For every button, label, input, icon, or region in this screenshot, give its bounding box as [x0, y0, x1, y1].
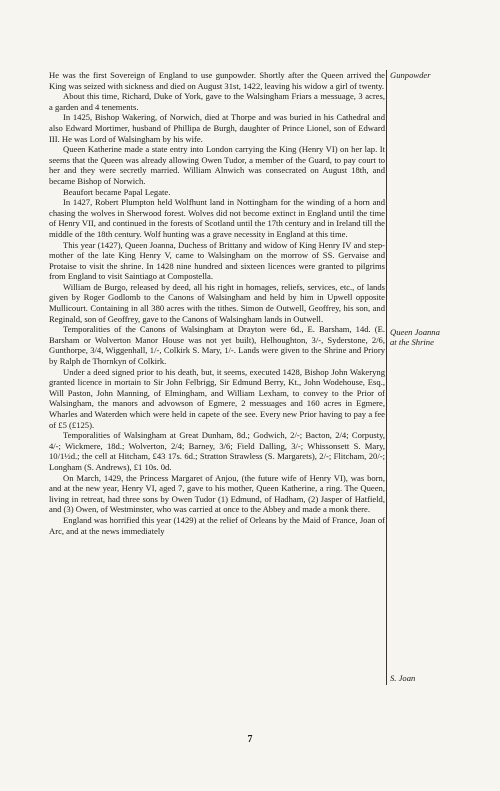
page-number: 7	[247, 734, 253, 745]
paragraph: In 1425, Bishop Wakering, of Norwich, died at Thorpe and was buried in his Cathedral and also Edward Mortimer, husband of Phillipa de Burgh, daughter of Prince Lionel, son of Edward III. He was Lord of Walsingham by his wife.	[49, 112, 385, 144]
paragraph: Beaufort became Papal Legate.	[63, 186, 171, 197]
paragraph: In 1427, Robert Plumpton held Wolfhunt land in Nottingham for the winding of a horn and chasing the wolves in Sherwood forest. Wolves did not become extinct in England until the time of Henry VII, and continued in the forests of Scotland until the 17th century and in Ireland till the middle of the 18th century. Wolf hunting was a grave necessity in England at this time.	[49, 197, 385, 239]
margin-note-line: at the Shrine	[390, 337, 434, 347]
paragraph: About this time, Richard, Duke of York, gave to the Walsingham Friars a messuage, 3 acres, a garden and 4 tenements.	[49, 91, 385, 112]
paragraph: Under a deed signed prior to his death, but, it seems, executed 1428, Bishop John Wakeryng granted licence in mortain to Sir John Felbrigg, Sir Edmund Berry, Kt., John Wodehouse, Esq., Will Paston, John Manning, of Elmingham, and William Lexham, to convey to the Prior of Walsingham, the manors and advowson of Egmere, 2 messuages and 160 acres in Egmere, Wharles and Waterden which were held in capete of the see. Every new Prior having to pay a fee of £5 (£125).	[49, 366, 385, 430]
margin-note-gunpowder: Gunpowder	[390, 70, 431, 80]
paragraph: This year (1427), Queen Joanna, Duchess of Brittany and widow of King Henry IV and step-mother of the late King Henry V, came to Walsingham on the morrow of SS. Gervaise and Protaise to visit the shrine. In 1428 nine hundred and sixteen licences were granted to pilgrims from England to visit Saintiago at Compostella.	[49, 239, 385, 282]
paragraph: Temporalities of the Canons of Walsingham at Drayton were 6d., E. Barsham, 14d. (E. Barsham or Wolverton Manor House was not yet built), Helhoughton, 3/-, Syderstone, 2/6, Gunthorpe, 3/4, Wiggenhall, 1/-, Colkirk S. Mary, 1/-. Lands were given to the Shrine and Priory by Ralph de Thornkyn of Colkirk.	[49, 324, 385, 367]
paragraph: England was horrified this year (1429) at the relief of Orleans by the Maid of France, Joan of Arc, and at the news immediately	[49, 514, 385, 536]
paragraph: He was the first Sovereign of England to use gunpowder. Shortly after the Queen arrived the King was seized with sickness and died on August 31st, 1422, leaving his widow a girl of twenty.	[49, 70, 385, 91]
paragraph: William de Burgo, released by deed, all his right in homages, reliefs, services, etc., of lands given by Roger Godlomb to the Canons of Walsingham and held by him in Upwell opposite Mullicourt. Containing in all 380 acres with the tithes. Simon de Outwell, Geoffrey, his son, and Reginald, son of Geoffrey, gave to the Canons of Walsingham lands in Outwell.	[49, 281, 385, 324]
margin-note-queen-joanna	[390, 327, 450, 347]
margin-rule	[386, 70, 387, 685]
paragraph: Queen Katherine made a state entry into London carrying the King (Henry VI) on her lap. It seems that the Queen was already allowing Owen Tudor, a member of the Guard, to pay court to her and they were secretly married. William Alnwich was consecrated on August 18th, and became Bishop of Norwich.	[49, 144, 385, 186]
margin-note-s-joan: S. Joan	[390, 673, 416, 683]
margin-note-line: Queen Joanna	[390, 327, 440, 337]
paragraph: On March, 1429, the Princess Margaret of Anjou, (the future wife of Henry VI), was born, and at the new year, Henry VI, aged 7, gave to his mother, Queen Katherine, a ring. The Queen, living in retreat, had three sons by Owen Tudor (1) Edmund, of Hadham, (2) Jasper of Hatfield, and (3) Owen, of Westminster, who was carried at once to the Abbey and made a monk there.	[49, 472, 385, 515]
paragraph: Temporalities of Walsingham at Great Dunham, 8d.; Godwich, 2/-; Bacton, 2/4; Corpusty, 4/-; Wickmere, 18d.; Wolverton, 2/4; Barney, 3/6; Field Dalling, 3/-; Whissonsett S. Mary, 10/1½d.; the cell at Hitcham, £43 17s. 6d.; Stratton Strawless (S. Margarets), 2/-; Flitcham, 20/-; Longham (S. Andrews), £1 10s. 0d.	[49, 430, 385, 472]
main-text	[49, 70, 385, 536]
